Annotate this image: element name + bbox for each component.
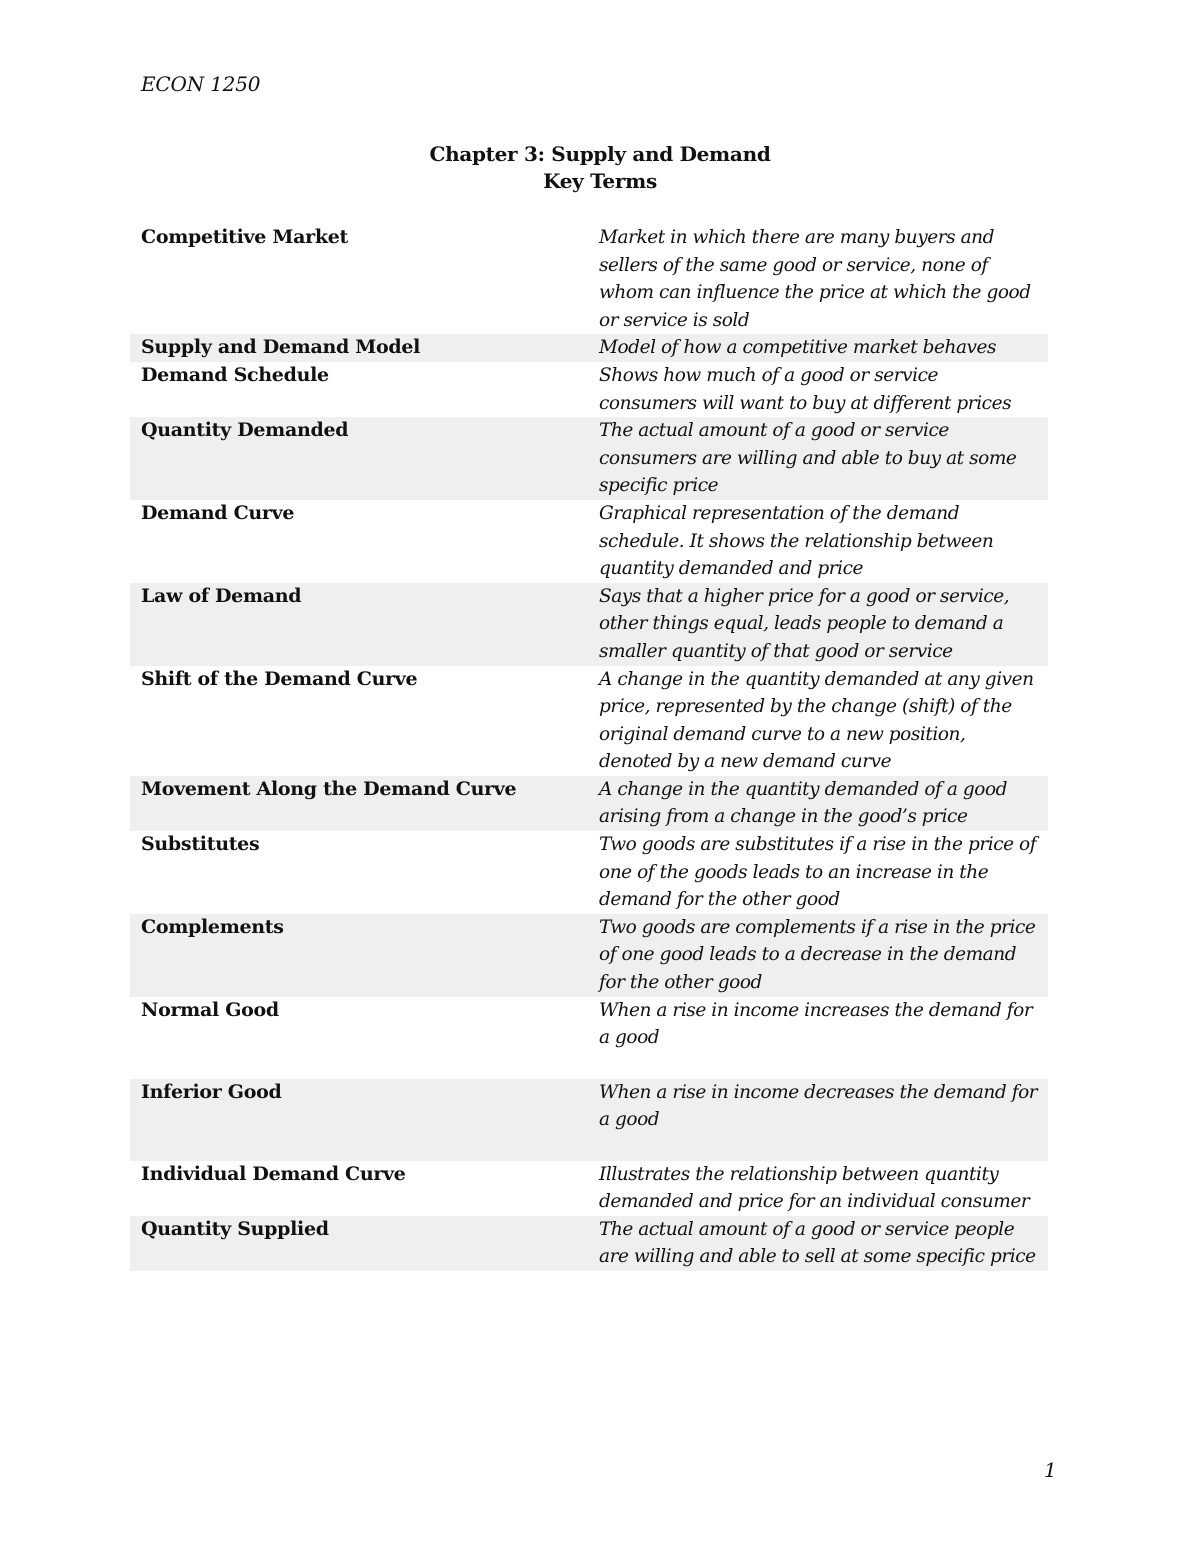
term-definition: When a rise in income decreases the demand for a good [599,1081,1038,1131]
term-name: Supply and Demand Model [141,336,421,359]
term-name: Quantity Supplied [141,1217,329,1240]
term-row-law-of-demand [130,583,1048,666]
term-row-normal-good [130,997,1048,1079]
term-name: Inferior Good [141,1080,282,1103]
document-title [0,141,1200,195]
term-name: Demand Schedule [141,363,329,386]
term-name: Law of Demand [141,584,302,607]
term-definition: Two goods are substitutes if a rise in the price of one of the goods leads to an increase in the demand for the other good [599,834,1037,911]
term-row-demand-curve [130,500,1048,583]
section-subtitle: Key Terms [543,169,657,193]
term-name: Movement Along the Demand Curve [141,777,517,800]
term-name: Demand Curve [141,501,295,524]
term-name: Complements [141,915,284,938]
term-definition: Shows how much of a good or service consumers will want to buy at different prices [599,364,1012,414]
term-definition: The actual amount of a good or service consumers are willing and able to buy at some specific price [599,420,1017,497]
term-row-inferior-good [130,1079,1048,1161]
term-definition: Market in which there are many buyers and sellers of the same good or service, none of whom can influence the price at which the good or service is sold [599,227,1031,331]
page-number: 1 [1044,1458,1057,1482]
term-row-supply-and-demand-model [130,334,1048,362]
term-definition: Says that a higher price for a good or service, other things equal, leads people to demand a smaller quantity of that good or service [599,585,1010,662]
term-name: Substitutes [141,833,260,856]
chapter-title: Chapter 3: Supply and Demand [429,142,771,166]
term-name: Shift of the Demand Curve [141,667,418,690]
term-definition: A change in the quantity demanded of a good arising from a change in the good’s price [599,778,1008,828]
term-name: Normal Good [141,998,279,1021]
term-definition: The actual amount of a good or service people are willing and able to sell at some specific price [599,1218,1036,1268]
term-row-movement-along-demand-curve [130,776,1048,831]
term-definition: Model of how a competitive market behaves [599,337,997,359]
term-definition: Graphical representation of the demand schedule. It shows the relationship between quantity demanded and price [599,502,994,580]
key-terms-table [130,224,1048,1271]
term-row-substitutes [130,831,1048,914]
term-definition: Two goods are complements if a rise in the price of one good leads to a decrease in the demand for the other good [599,916,1036,994]
term-definition: Illustrates the relationship between quantity demanded and price for an individual consumer [599,1163,1030,1213]
term-row-individual-demand-curve [130,1161,1048,1216]
term-row-complements [130,914,1048,997]
term-definition: When a rise in income increases the demand for a good [599,999,1033,1049]
term-name: Quantity Demanded [141,419,349,442]
term-row-quantity-supplied [130,1216,1048,1271]
term-row-shift-of-demand-curve [130,666,1048,776]
term-definition: A change in the quantity demanded at any given price, represented by the change (shift) of the original demand curve to a new position, denoted by a new demand curve [599,668,1034,773]
term-row-competitive-market [130,224,1048,334]
term-row-demand-schedule [130,362,1048,417]
course-code: ECON 1250 [141,72,261,96]
term-name: Individual Demand Curve [141,1162,406,1185]
term-row-quantity-demanded [130,417,1048,500]
term-name: Competitive Market [141,226,348,248]
